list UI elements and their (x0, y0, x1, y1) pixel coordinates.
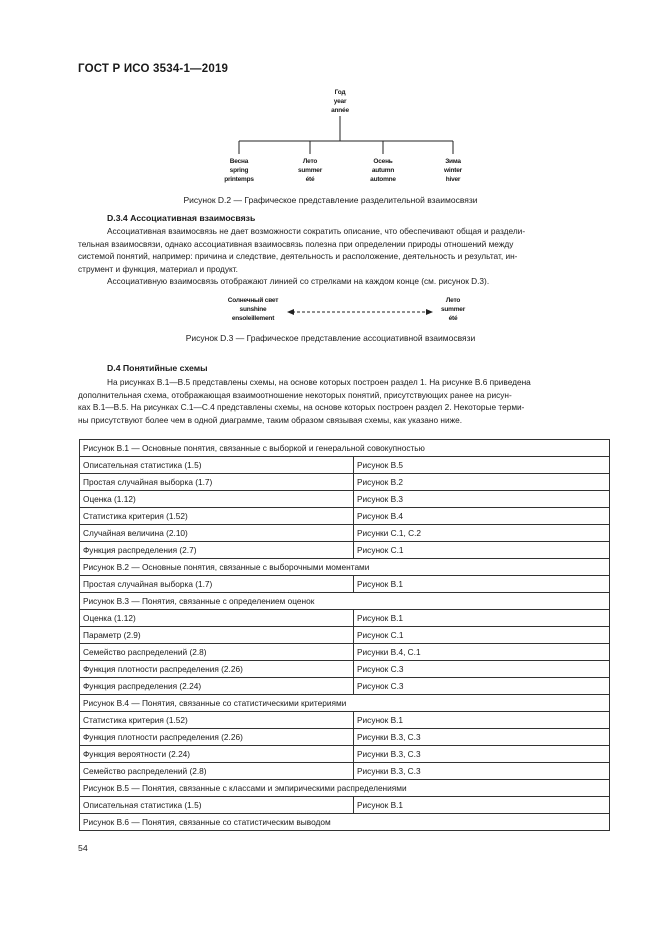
node-label-fr: année (331, 107, 349, 114)
table-group-row (80, 593, 610, 610)
node-label-en: autumn (371, 167, 395, 174)
term-cell: Семейство распределений (2.8) (80, 644, 354, 661)
term-cell: Функция плотности распределения (2.26) (80, 729, 354, 746)
table-group-row (80, 780, 610, 797)
figure-ref-cell: Рисунок В.2 (354, 474, 610, 491)
table-row (80, 678, 610, 695)
figure-ref-cell: Рисунок В.4 (354, 508, 610, 525)
table-row (80, 627, 610, 644)
table-row (80, 542, 610, 559)
section-d4-paragraph (78, 376, 598, 426)
figure-ref-cell: Рисунок В.1 (354, 576, 610, 593)
figure-d2-child-autumn (358, 157, 408, 184)
table-row (80, 491, 610, 508)
node-label-fr: printemps (224, 176, 254, 183)
table-row (80, 474, 610, 491)
node-label-fr: été (305, 176, 315, 183)
figure-d2-child-summer (285, 157, 335, 184)
figure-ref-cell: Рисунок С.3 (354, 678, 610, 695)
text-line: На рисунках В.1—В.5 представлены схемы, на основе которых построен раздел 1. На рисунке В.6 приведена (107, 377, 531, 387)
table-row (80, 644, 610, 661)
node-label-en: spring (229, 167, 249, 174)
term-cell: Функция плотности распределения (2.26) (80, 661, 354, 678)
node-label-en: winter (444, 167, 462, 174)
figure-ref-cell: Рисунок С.3 (354, 661, 610, 678)
group-title-cell: Рисунок В.6 — Понятия, связанные со статистическим выводом (80, 814, 610, 831)
table-row (80, 763, 610, 780)
group-title-cell: Рисунок В.4 — Понятия, связанные со статистическими критериями (80, 695, 610, 712)
figure-d3-caption: Рисунок D.3 — Графическое представление ассоциативной взаимосвязи (185, 333, 476, 343)
figure-d3-right-node (428, 296, 478, 323)
group-title-cell: Рисунок В.1 — Основные понятия, связанные с выборкой и генеральной совокупностью (80, 440, 610, 457)
section-d34-heading: D.3.4 Ассоциативная взаимосвязь (107, 213, 256, 223)
text-line: Ассоциативная взаимосвязь не дает возможности сократить описание, что обеспечивают общая и раздели- (107, 226, 526, 236)
figure-ref-cell: Рисунок В.3 (354, 491, 610, 508)
term-cell: Статистика критерия (1.52) (80, 508, 354, 525)
node-label-en: year (333, 98, 347, 105)
figure-ref-cell: Рисунки В.3, С.3 (354, 729, 610, 746)
node-label-ru: Солнечный свет (227, 297, 279, 304)
figure-d3-left-node (218, 296, 288, 323)
node-label-ru: Год (334, 89, 346, 96)
table-body (80, 440, 610, 831)
term-cell: Статистика критерия (1.52) (80, 712, 354, 729)
term-cell: Параметр (2.9) (80, 627, 354, 644)
figure-ref-cell: Рисунки В.3, С.3 (354, 746, 610, 763)
table-row (80, 729, 610, 746)
table-group-row (80, 814, 610, 831)
table-row (80, 525, 610, 542)
figure-ref-cell: Рисунок В.5 (354, 457, 610, 474)
node-label-ru: Лето (445, 297, 461, 304)
figure-ref-cell: Рисунок С.1 (354, 627, 610, 644)
term-cell: Простая случайная выборка (1.7) (80, 576, 354, 593)
text-line: тельная взаимосвязи, однако ассоциативная взаимосвязь полезна при определении природы отношений между (78, 238, 514, 249)
term-cell: Описательная статистика (1.5) (80, 797, 354, 814)
node-label-ru: Осень (373, 158, 393, 165)
term-cell: Функция распределения (2.7) (80, 542, 354, 559)
figure-ref-cell: Рисунок В.1 (354, 797, 610, 814)
group-title-cell: Рисунок В.3 — Понятия, связанные с определением оценок (80, 593, 610, 610)
node-label-ru: Лето (302, 158, 318, 165)
term-cell: Оценка (1.12) (80, 491, 354, 508)
table-row (80, 661, 610, 678)
figure-ref-cell: Рисунки С.1, С.2 (354, 525, 610, 542)
figure-ref-cell: Рисунки В.3, С.3 (354, 763, 610, 780)
section-d34-paragraph-2 (78, 275, 598, 288)
table-row (80, 712, 610, 729)
section-d4-heading: D.4 Понятийные схемы (107, 363, 208, 373)
text-line: системой понятий, например: причина и следствие, деятельность и расположение, деятельность и результат, ин- (78, 251, 518, 262)
text-line: дополнительная схема, отображающая взаимоотношение некоторых понятий, присутствующих ранее на рисун- (78, 389, 512, 400)
section-d34-paragraph-1 (78, 225, 598, 275)
table-row (80, 508, 610, 525)
table-row (80, 576, 610, 593)
node-label-fr: ensoleillement (231, 315, 275, 322)
node-label-fr: hiver (445, 176, 461, 183)
text-line: ках В.1—В.5. На рисунках С.1—С.4 представлены схемы, на основе которых построен раздел 2. Некоторые терми- (78, 402, 525, 413)
node-label-fr: été (448, 315, 458, 322)
concept-links-table (79, 439, 610, 831)
term-cell: Простая случайная выборка (1.7) (80, 474, 354, 491)
figure-ref-cell: Рисунок С.1 (354, 542, 610, 559)
text-line: струмент и функция, материал и продукт. (78, 263, 238, 274)
term-cell: Описательная статистика (1.5) (80, 457, 354, 474)
figure-d2-root (315, 88, 365, 115)
term-cell: Случайная величина (2.10) (80, 525, 354, 542)
figure-d2-caption: Рисунок D.2 — Графическое представление разделительной взаимосвязи (183, 195, 478, 205)
table-row (80, 610, 610, 627)
table-group-row (80, 695, 610, 712)
node-label-en: summer (440, 306, 466, 313)
figure-d2-child-winter (428, 157, 478, 184)
table-group-row (80, 559, 610, 576)
text-line: Ассоциативную взаимосвязь отображают линией со стрелками на каждом конце (см. рисунок D.3). (107, 276, 490, 286)
table-row (80, 797, 610, 814)
term-cell: Оценка (1.12) (80, 610, 354, 627)
term-cell: Функция распределения (2.24) (80, 678, 354, 695)
term-cell: Семейство распределений (2.8) (80, 763, 354, 780)
node-label-en: sunshine (239, 306, 267, 313)
group-title-cell: Рисунок В.2 — Основные понятия, связанные с выборочными моментами (80, 559, 610, 576)
term-cell: Функция вероятности (2.24) (80, 746, 354, 763)
table-row (80, 457, 610, 474)
figure-ref-cell: Рисунок В.1 (354, 610, 610, 627)
double-arrow-icon (285, 305, 435, 319)
node-label-ru: Весна (229, 158, 249, 165)
page-number: 54 (78, 843, 88, 853)
figure-ref-cell: Рисунок В.1 (354, 712, 610, 729)
node-label-fr: automne (370, 176, 396, 183)
group-title-cell: Рисунок В.5 — Понятия, связанные с классами и эмпирическими распределениями (80, 780, 610, 797)
figure-d2-child-spring (214, 157, 264, 184)
document-header: ГОСТ Р ИСО 3534-1—2019 (78, 63, 229, 75)
node-label-en: summer (297, 167, 323, 174)
table-row (80, 746, 610, 763)
table-group-row (80, 440, 610, 457)
node-label-ru: Зима (445, 158, 461, 165)
figure-ref-cell: Рисунки В.4, С.1 (354, 644, 610, 661)
text-line: ны присутствуют более чем в одной диаграмме, таким образом связывая схемы, как указано ниже. (78, 414, 463, 425)
